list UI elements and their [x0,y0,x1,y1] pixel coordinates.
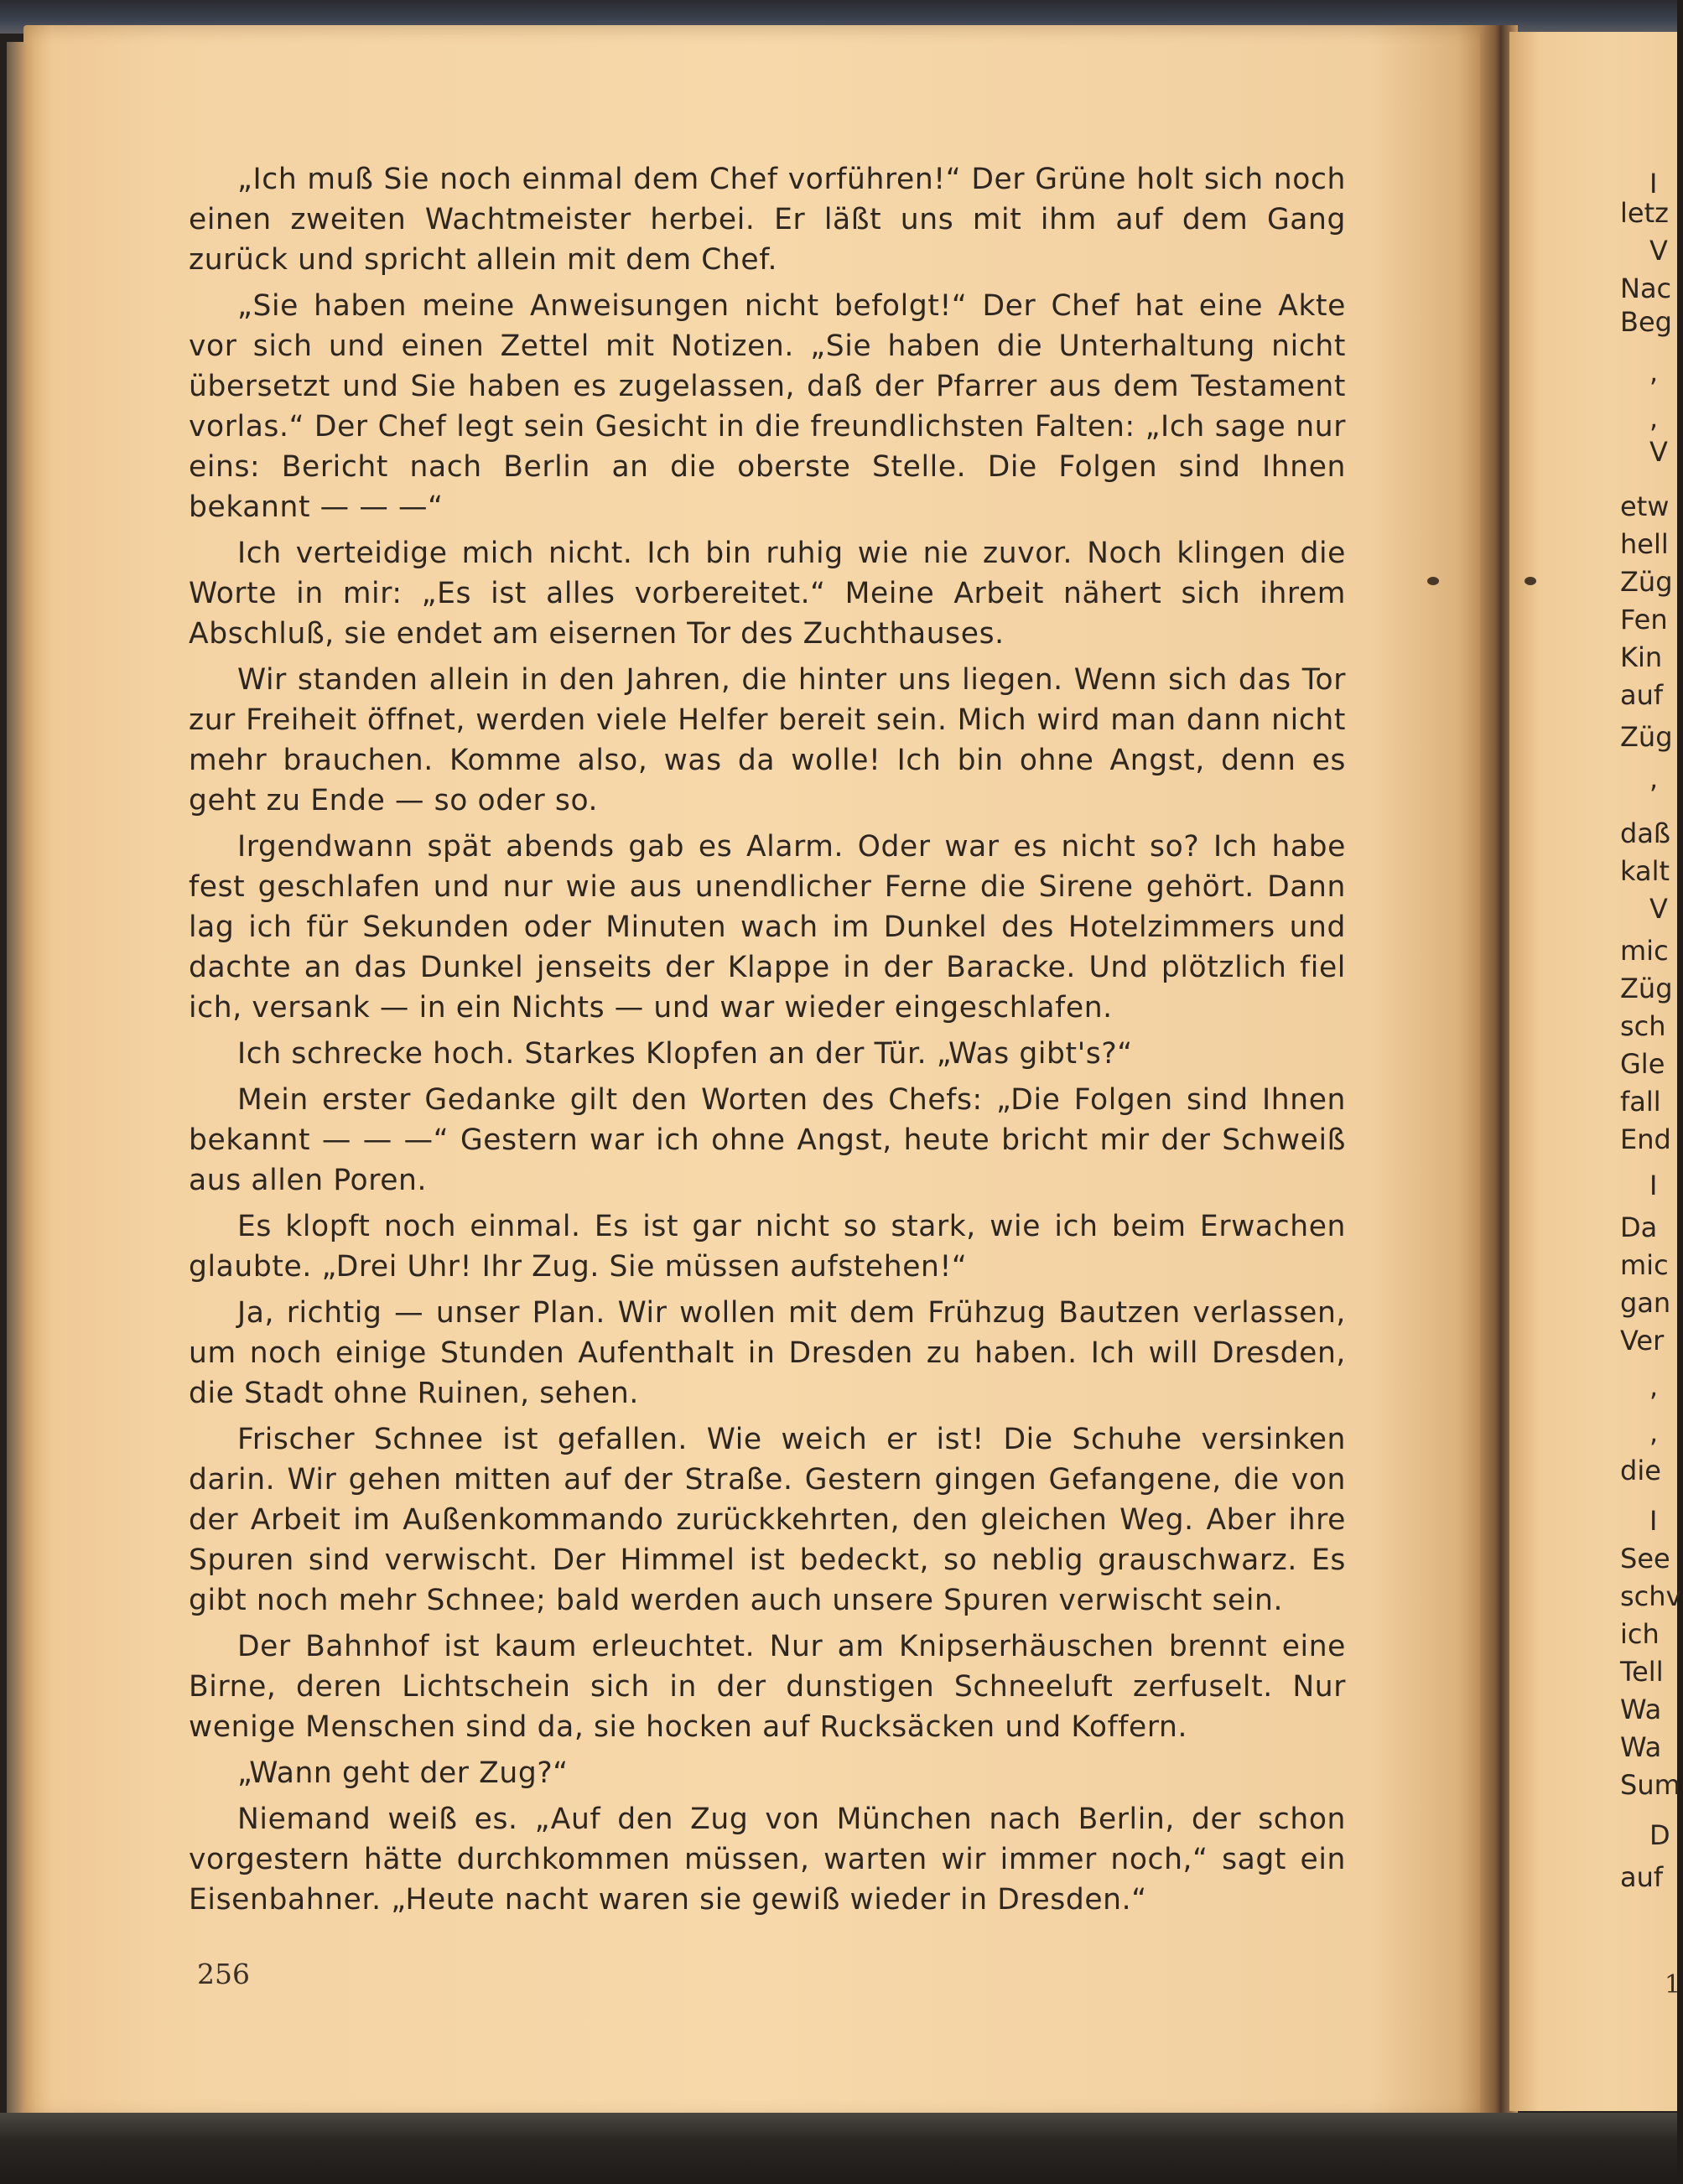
paragraph: Niemand weiß es. „Auf den Zug von München nach Berlin, der schon vorgestern hätte durchkommen müssen, warten wir immer noch,“ sagt ein Eisenbahner. „Heute nacht waren sie gewiß wieder in Dresden.“ [189,1803,1346,1917]
right-page-line-fragment: gan [1620,1287,1671,1319]
right-page-line-fragment: Sum [1620,1769,1680,1801]
right-page-line-fragment: Züg [1620,721,1673,753]
right-page-line-fragment: Züg [1620,566,1673,598]
right-page-line-fragment: , [1649,402,1659,434]
right-page-line-fragment: Wa [1620,1694,1662,1725]
paragraph: Irgendwann spät abends gab es Alarm. Oder war es nicht so? Ich habe fest geschlafen und nur wie aus unendlicher Ferne die Sirene gehört. Dann lag ich für Sekunden oder Minuten wach im Dunkel des Hotelzimmers und dachte an das Dunkel jenseits der Klappe in der Baracke. Und plötzlich fiel ich, versank — in ein Nichts — und war wieder eingeschlafen. [189,830,1346,1025]
paragraph: Ja, richtig — unser Plan. Wir wollen mit dem Frühzug Bautzen verlassen, um noch einige Stunden Aufenthalt in Dresden zu haben. Ich will Dresden, die Stadt ohne Ruinen, sehen. [189,1296,1346,1410]
right-page-line-fragment: , [1649,763,1659,795]
paragraph: Der Bahnhof ist kaum erleuchtet. Nur am Knipserhäuschen brennt eine Birne, deren Lichtschein sich in der dunstigen Schneeluft zerfuselt. Nur wenige Menschen sind da, sie hocken auf Rucksäcken und Koffern. [189,1630,1346,1744]
right-page-line-fragment: Kin [1620,641,1663,673]
right-page-line-fragment: die [1620,1455,1661,1486]
right-page-line-fragment: schv [1620,1580,1682,1612]
right-page-line-fragment: V [1649,436,1668,468]
right-page-line-fragment: , [1649,356,1659,388]
paragraph: Wir standen allein in den Jahren, die hinter uns liegen. Wenn sich das Tor zur Freiheit öffnet, werden viele Helfer bereit sein. Mich wird man dann nicht mehr brauchen. Komme also, was da wolle! Ich bin ohne Angst, denn es geht zu Ende — so oder so. [189,663,1346,817]
paragraph: „Ich muß Sie noch einmal dem Chef vorführen!“ Der Grüne holt sich noch einen zweiten Wachtmeister herbei. Er läßt uns mit ihm auf dem Gang zurück und spricht allein mit dem Chef. [189,163,1346,277]
paragraph: „Wann geht der Zug?“ [237,1756,569,1790]
paragraph: Ich verteidige mich nicht. Ich bin ruhig wie nie zuvor. Noch klingen die Worte in mir: „Es ist alles vorbereitet.“ Meine Arbeit nähert sich ihrem Abschluß, sie endet am eisernen Tor des Zuchthauses. [189,537,1346,651]
right-page-line-fragment: Gle [1620,1048,1665,1080]
ink-stain [1525,577,1536,585]
right-page-line-fragment: Beg [1620,306,1672,338]
right-page-line-fragment: D [1649,1819,1670,1851]
right-page-line-fragment: mic [1620,1249,1669,1281]
right-page-line-fragment: ich [1620,1618,1660,1650]
right-page-line-fragment: I [1649,1505,1658,1537]
right-page-line-fragment: kalt [1620,855,1670,887]
bottom-binding-edge [0,2113,1677,2184]
right-page-number: 1 [1665,1970,1681,2000]
right-page-line-fragment: sch [1620,1010,1666,1042]
right-page-line-fragment: I [1649,1170,1658,1201]
paragraph: Mein erster Gedanke gilt den Worten des Chefs: „Die Folgen sind Ihnen bekannt — — —“ Gestern war ich ohne Angst, heute bricht mir der Schweiß aus allen Poren. [189,1083,1346,1197]
right-page-line-fragment: Nac [1620,272,1672,304]
right-page-line-fragment: , [1649,1371,1659,1403]
ink-stain [1427,577,1439,585]
right-page-line-fragment: mic [1620,935,1669,967]
right-page-line-fragment: auf [1620,679,1664,711]
paragraph: Es klopft noch einmal. Es ist gar nicht so stark, wie ich beim Erwachen glaubte. „Drei Uhr! Ihr Zug. Sie müssen aufstehen!“ [189,1210,1346,1284]
right-page-line-fragment: Wa [1620,1731,1662,1763]
right-page-line-fragment: etw [1620,490,1670,522]
right-page-line-fragment: I [1649,168,1658,200]
right-page-line-fragment: V [1649,235,1668,267]
paragraph: „Sie haben meine Anweisungen nicht befolgt!“ Der Chef hat eine Akte vor sich und einen Zettel mit Notizen. „Sie haben die Unterhaltung nicht übersetzt und Sie haben es zugelassen, daß der Pfarrer aus dem Testament vorlas.“ Der Chef legt sein Gesicht in die freundlichsten Falten: „Ich sage nur eins: Bericht nach Berlin an die oberste Stelle. Die Folgen sind Ihnen bekannt — — —“ [189,289,1346,524]
right-page-line-fragment: daß [1620,817,1671,849]
right-page-line-fragment: Fen [1620,604,1668,635]
right-page-line-fragment: Ver [1620,1325,1665,1357]
right-page-line-fragment: hell [1620,528,1669,560]
left-page-number: 256 [197,1958,250,1990]
right-page-line-fragment: End [1620,1123,1671,1155]
right-page-line-fragment: V [1649,893,1668,925]
paragraph: Ich schrecke hoch. Starkes Klopfen an der Tür. „Was gibt's?“ [237,1037,1133,1071]
right-page-line-fragment: Tell [1620,1656,1664,1688]
right-page-line-fragment: Da [1620,1211,1658,1243]
right-page-line-fragment: Züg [1620,973,1673,1004]
right-page-line-fragment: See [1620,1543,1670,1574]
paragraph: Frischer Schnee ist gefallen. Wie weich er ist! Die Schuhe versinken darin. Wir gehen mitten auf der Straße. Gestern gingen Gefangene, die von der Arbeit im Außenkommando zurückkehrten, den gleichen Weg. Aber ihre Spuren sind verwischt. Der Himmel ist bedeckt, so neblig grauschwarz. Es gibt noch mehr Schnee; bald werden auch unsere Spuren verwischt sein. [189,1423,1346,1617]
left-page-text [189,159,1346,1926]
right-page-line-fragment: fall [1620,1086,1661,1118]
right-page-line-fragment: letz [1620,197,1669,229]
right-page-line-fragment: auf [1620,1861,1664,1893]
right-page-line-fragment: , [1649,1417,1659,1449]
